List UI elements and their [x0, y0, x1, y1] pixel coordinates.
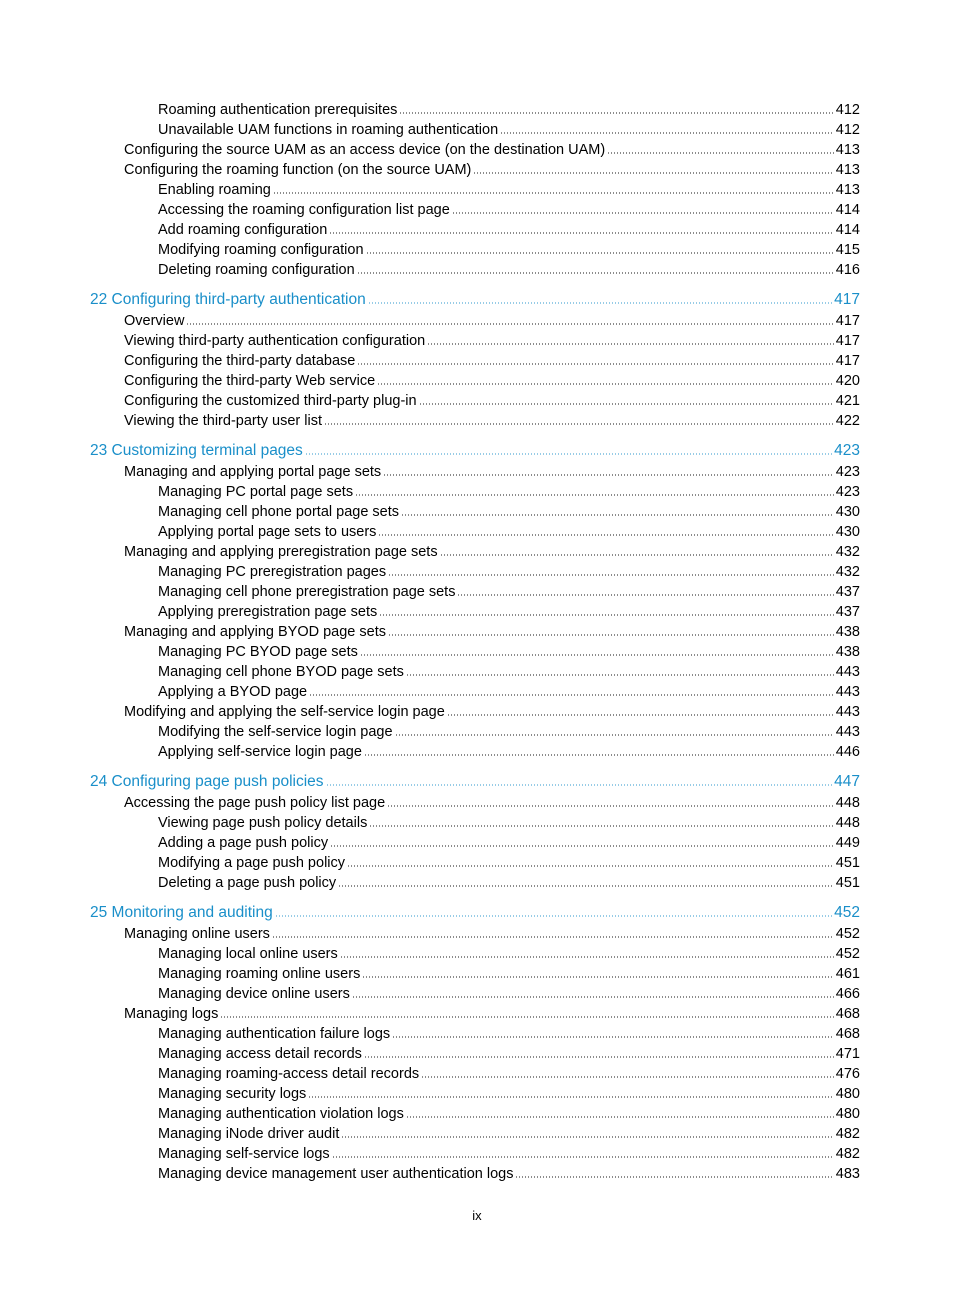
toc-entry-title: Managing and applying BYOD page sets	[124, 624, 386, 640]
toc-entry-page-number: 443	[835, 664, 860, 680]
toc-entry[interactable]	[158, 1164, 860, 1184]
dot-leader	[379, 614, 834, 616]
dot-leader	[401, 514, 834, 516]
toc-entry[interactable]	[158, 562, 860, 582]
toc-entry-title: 25 Monitoring and auditing	[90, 904, 273, 921]
dot-leader	[272, 936, 834, 938]
toc-entry-page-number: 412	[835, 102, 860, 118]
dot-leader	[395, 734, 834, 736]
dot-leader	[330, 845, 834, 847]
toc-entry-page-number: 421	[835, 393, 860, 409]
toc-entry-title: Managing and applying preregistration page sets	[124, 544, 438, 560]
dot-leader	[360, 654, 834, 656]
toc-entry[interactable]	[124, 924, 860, 944]
dot-leader	[364, 754, 834, 756]
toc-entry[interactable]	[158, 1104, 860, 1124]
toc-entry-title: Applying self-service login page	[158, 744, 362, 760]
dot-leader	[357, 363, 833, 365]
toc-entry-page-number: 449	[835, 835, 860, 851]
dot-leader	[329, 232, 834, 234]
toc-entry-page-number: 430	[835, 504, 860, 520]
dot-leader	[326, 784, 833, 786]
toc-entry[interactable]	[158, 220, 860, 240]
toc-entry-page-number: 412	[835, 122, 860, 138]
toc-entry[interactable]	[124, 351, 860, 371]
toc-entry[interactable]	[158, 662, 860, 682]
toc-entry[interactable]	[124, 411, 860, 431]
dot-leader	[364, 1056, 834, 1058]
toc-entry-title: Enabling roaming	[158, 182, 271, 198]
toc-entry-title: Managing cell phone portal page sets	[158, 504, 400, 520]
toc-entry-page-number: 413	[835, 142, 860, 158]
dot-leader	[309, 694, 834, 696]
toc-entry-page-number: 471	[835, 1046, 860, 1062]
toc-entry-page-number: 447	[834, 773, 860, 790]
toc-entry-page-number: 451	[835, 875, 860, 891]
dot-leader	[421, 1076, 834, 1078]
toc-entry-page-number: 430	[835, 524, 860, 540]
dot-leader	[406, 1116, 834, 1118]
toc-entry-title: Deleting a page push policy	[158, 875, 337, 891]
dot-leader	[377, 383, 834, 385]
toc-entry-page-number: 483	[835, 1166, 860, 1182]
dot-leader	[419, 403, 834, 405]
dot-leader	[273, 192, 834, 194]
toc-entry[interactable]	[158, 873, 860, 893]
toc-entry-title: Managing and applying portal page sets	[124, 464, 382, 480]
toc-entry-title: 22 Configuring third-party authentication	[90, 291, 366, 308]
dot-leader	[399, 112, 833, 114]
toc-entry-page-number: 416	[835, 262, 860, 278]
toc-entry-page-number: 413	[835, 182, 860, 198]
toc-chapter-entry[interactable]	[90, 441, 860, 461]
toc-entry-page-number: 466	[835, 986, 860, 1002]
toc-entry-title: Managing PC portal page sets	[158, 484, 354, 500]
toc-entry-title: Accessing the roaming configuration list page	[158, 202, 450, 218]
toc-entry[interactable]	[158, 502, 860, 522]
toc-entry[interactable]	[158, 240, 860, 260]
dot-leader	[378, 534, 833, 536]
toc-entry[interactable]	[158, 813, 860, 833]
toc-entry[interactable]	[124, 391, 860, 411]
dot-leader	[341, 1136, 833, 1138]
toc-entry[interactable]	[158, 120, 860, 140]
dot-leader	[308, 1096, 833, 1098]
toc-entry-page-number: 420	[835, 373, 860, 389]
toc-entry-title: 23 Customizing terminal pages	[90, 442, 303, 459]
toc-entry-page-number: 417	[835, 353, 860, 369]
toc-entry-page-number: 415	[835, 242, 860, 258]
toc-entry-page-number: 476	[835, 1066, 860, 1082]
toc-entry-title: Deleting roaming configuration	[158, 262, 355, 278]
toc-entry[interactable]	[158, 742, 860, 762]
toc-entry[interactable]	[158, 100, 860, 120]
dot-leader	[383, 474, 834, 476]
toc-entry-title: Unavailable UAM functions in roaming authentication	[158, 122, 499, 138]
toc-entry-title: Viewing the third-party user list	[124, 413, 322, 429]
dot-leader	[388, 574, 834, 576]
toc-entry-page-number: 414	[835, 222, 860, 238]
toc-entry-page-number: 443	[835, 704, 860, 720]
toc-entry-title: Accessing the page push policy list page	[124, 795, 386, 811]
toc-entry-page-number: 417	[834, 291, 860, 308]
toc-entry-page-number: 461	[835, 966, 860, 982]
toc-entry-page-number: 413	[835, 162, 860, 178]
dot-leader	[368, 302, 832, 304]
toc-entry[interactable]	[124, 1004, 860, 1024]
dot-leader	[362, 976, 833, 978]
toc-entry-page-number: 480	[835, 1106, 860, 1122]
toc-entry[interactable]	[124, 702, 860, 722]
page-number: ix	[472, 1208, 482, 1223]
toc-entry[interactable]	[158, 1084, 860, 1104]
dot-leader	[338, 885, 834, 887]
toc-entry-page-number: 452	[835, 946, 860, 962]
dot-leader	[387, 805, 834, 807]
dot-leader	[607, 152, 834, 154]
toc-entry[interactable]	[124, 793, 860, 813]
dot-leader	[427, 343, 834, 345]
dot-leader	[220, 1016, 833, 1018]
toc-entry-title: 24 Configuring page push policies	[90, 773, 324, 790]
toc-entry-title: Managing device management user authentication logs	[158, 1166, 514, 1182]
toc-entry-page-number: 437	[835, 584, 860, 600]
toc-entry[interactable]	[124, 160, 860, 180]
toc-entry-page-number: 480	[835, 1086, 860, 1102]
toc-entry-title: Modifying and applying the self-service login page	[124, 704, 445, 720]
toc-entry-page-number: 452	[834, 904, 860, 921]
toc-entry[interactable]	[124, 140, 860, 160]
toc-entry[interactable]	[158, 1144, 860, 1164]
toc-entry[interactable]	[158, 853, 860, 873]
toc-entry[interactable]	[158, 1024, 860, 1044]
dot-leader	[324, 423, 834, 425]
toc-entry-page-number: 423	[835, 484, 860, 500]
toc-entry-page-number: 482	[835, 1126, 860, 1142]
toc-entry-title: Applying a BYOD page	[158, 684, 308, 700]
dot-leader	[352, 996, 834, 998]
dot-leader	[452, 212, 834, 214]
toc-chapter-entry[interactable]	[90, 290, 860, 310]
toc-entry-page-number: 437	[835, 604, 860, 620]
toc-entry-title: Managing roaming-access detail records	[158, 1066, 420, 1082]
toc-entry-page-number: 432	[835, 544, 860, 560]
toc-entry[interactable]	[124, 542, 860, 562]
toc-entry-title: Managing device online users	[158, 986, 350, 1002]
toc-entry-title: Managing online users	[124, 926, 270, 942]
toc-entry-title: Roaming authentication prerequisites	[158, 102, 398, 118]
toc-entry[interactable]	[158, 602, 860, 622]
toc-entry-title: Managing security logs	[158, 1086, 307, 1102]
toc-entry-title: Configuring the third-party Web service	[124, 373, 376, 389]
toc-entry-page-number: 448	[835, 815, 860, 831]
toc-entry-title: Configuring the roaming function (on the source UAM)	[124, 162, 472, 178]
toc-entry-page-number: 422	[835, 413, 860, 429]
toc-entry-title: Modifying a page push policy	[158, 855, 346, 871]
toc-entry[interactable]	[158, 1064, 860, 1084]
toc-entry-title: Managing logs	[124, 1006, 219, 1022]
toc-entry[interactable]	[124, 371, 860, 391]
toc-entry-page-number: 423	[834, 442, 860, 459]
dot-leader	[357, 272, 834, 274]
toc-entry[interactable]	[158, 984, 860, 1004]
toc-entry[interactable]	[158, 260, 860, 280]
toc-entry-title: Managing local online users	[158, 946, 338, 962]
toc-entry-title: Applying portal page sets to users	[158, 524, 377, 540]
toc-entry[interactable]	[124, 462, 860, 482]
toc-entry-title: Configuring the customized third-party plug-in	[124, 393, 417, 409]
toc-entry-page-number: 414	[835, 202, 860, 218]
dot-leader	[447, 714, 834, 716]
toc-entry-page-number: 446	[835, 744, 860, 760]
toc-entry-title: Managing authentication failure logs	[158, 1026, 391, 1042]
toc-entry-title: Managing access detail records	[158, 1046, 362, 1062]
toc-entry[interactable]	[158, 964, 860, 984]
toc-entry[interactable]	[158, 482, 860, 502]
toc-entry-title: Managing iNode driver audit	[158, 1126, 340, 1142]
toc-entry[interactable]	[158, 833, 860, 853]
toc-entry[interactable]	[158, 642, 860, 662]
dot-leader	[186, 323, 833, 325]
dot-leader	[355, 494, 834, 496]
toc-entry[interactable]	[124, 622, 860, 642]
toc-entry-page-number: 417	[835, 313, 860, 329]
toc-entry-page-number: 438	[835, 624, 860, 640]
toc-entry-page-number: 423	[835, 464, 860, 480]
dot-leader	[275, 915, 832, 917]
dot-leader	[340, 956, 834, 958]
toc-entry-title: Viewing page push policy details	[158, 815, 368, 831]
toc-entry-title: Managing authentication violation logs	[158, 1106, 404, 1122]
dot-leader	[347, 865, 834, 867]
dot-leader	[332, 1156, 834, 1158]
dot-leader	[406, 674, 834, 676]
toc-entry[interactable]	[158, 682, 860, 702]
dot-leader	[392, 1036, 834, 1038]
toc-entry-title: Adding a page push policy	[158, 835, 329, 851]
toc-entry[interactable]	[158, 1124, 860, 1144]
toc-entry-page-number: 432	[835, 564, 860, 580]
dot-leader	[515, 1176, 833, 1178]
toc-entry[interactable]	[124, 311, 860, 331]
toc-entry-page-number: 443	[835, 684, 860, 700]
toc-entry-page-number: 482	[835, 1146, 860, 1162]
toc-entry-title: Overview	[124, 313, 185, 329]
toc-entry-page-number: 417	[835, 333, 860, 349]
dot-leader	[500, 132, 834, 134]
dot-leader	[369, 825, 833, 827]
toc-entry-page-number: 443	[835, 724, 860, 740]
toc-entry[interactable]	[158, 180, 860, 200]
toc-entry-page-number: 438	[835, 644, 860, 660]
toc-entry-page-number: 448	[835, 795, 860, 811]
toc-entry-title: Managing PC preregistration pages	[158, 564, 387, 580]
dot-leader	[473, 172, 833, 174]
toc-entry-page-number: 468	[835, 1006, 860, 1022]
toc-entry[interactable]	[158, 944, 860, 964]
toc-entry[interactable]	[158, 522, 860, 542]
toc-entry-page-number: 468	[835, 1026, 860, 1042]
toc-entry-title: Managing cell phone BYOD page sets	[158, 664, 404, 680]
toc-chapter-entry[interactable]	[90, 772, 860, 792]
toc-entry-title: Add roaming configuration	[158, 222, 328, 238]
toc-entry-title: Managing roaming online users	[158, 966, 361, 982]
toc-entry[interactable]	[158, 582, 860, 602]
toc-entry[interactable]	[158, 1044, 860, 1064]
toc-entry-title: Managing cell phone preregistration page sets	[158, 584, 456, 600]
toc-entry-title: Modifying the self-service login page	[158, 724, 393, 740]
dot-leader	[457, 594, 833, 596]
dot-leader	[440, 554, 834, 556]
toc-entry-title: Configuring the source UAM as an access device (on the destination UAM)	[124, 142, 606, 158]
dot-leader	[388, 634, 834, 636]
toc-entry[interactable]	[124, 331, 860, 351]
toc-entry-title: Applying preregistration page sets	[158, 604, 378, 620]
toc-chapter-entry[interactable]	[90, 903, 860, 923]
toc-entry-title: Viewing third-party authentication configuration	[124, 333, 426, 349]
toc-entry-title: Configuring the third-party database	[124, 353, 356, 369]
dot-leader	[366, 252, 834, 254]
toc-entry-title: Managing self-service logs	[158, 1146, 330, 1162]
toc-entry[interactable]	[158, 200, 860, 220]
toc-entry-page-number: 452	[835, 926, 860, 942]
toc-entry-title: Managing PC BYOD page sets	[158, 644, 358, 660]
dot-leader	[305, 453, 832, 455]
toc-entry-title: Modifying roaming configuration	[158, 242, 364, 258]
toc-entry-page-number: 451	[835, 855, 860, 871]
toc-entry[interactable]	[158, 722, 860, 742]
